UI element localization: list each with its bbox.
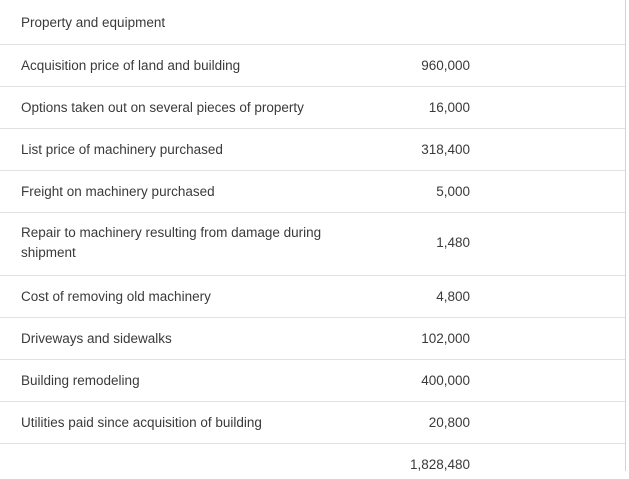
table-row	[0, 45, 625, 87]
table-row	[0, 213, 625, 276]
table-title: Property and equipment	[21, 15, 166, 30]
row-label: Freight on machinery purchased	[21, 184, 215, 199]
table-row	[0, 276, 625, 318]
row-value: 5,000	[436, 184, 470, 199]
row-value: 1,480	[436, 235, 470, 250]
row-label: Options taken out on several pieces of property	[21, 100, 304, 115]
row-label: Utilities paid since acquisition of building	[21, 415, 262, 430]
row-value: 16,000	[428, 100, 470, 115]
table-row	[0, 318, 625, 360]
table-row	[0, 171, 625, 213]
row-value: 400,000	[421, 373, 470, 388]
row-value: 102,000	[421, 331, 470, 346]
row-value: 318,400	[421, 142, 470, 157]
row-label: Building remodeling	[21, 373, 140, 388]
table-header	[0, 0, 625, 45]
row-value: 20,800	[428, 415, 470, 430]
row-label: Repair to machinery resulting from damage during shipment	[21, 225, 322, 260]
table-row	[0, 129, 625, 171]
row-value: 960,000	[421, 58, 470, 73]
row-label: Driveways and sidewalks	[21, 331, 172, 346]
table-row	[0, 402, 625, 444]
table-row	[0, 360, 625, 402]
table-row	[0, 87, 625, 129]
row-label: Acquisition price of land and building	[21, 58, 241, 73]
total-value: 1,828,480	[409, 457, 470, 472]
row-label: Cost of removing old machinery	[21, 289, 211, 304]
row-label: List price of machinery purchased	[21, 142, 223, 157]
row-value: 4,800	[436, 289, 470, 304]
total-row	[0, 444, 625, 479]
